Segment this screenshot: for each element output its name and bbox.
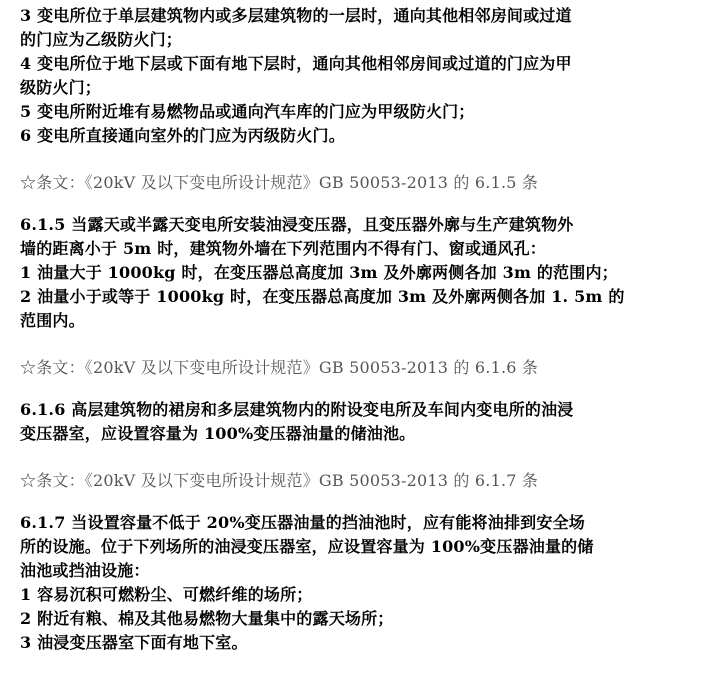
- text-line: 范围内。: [20, 311, 85, 330]
- clause-reference-6-1-5: ☆条文：《20kV 及以下变电所设计规范》GB 50053-2013 的 6.1.5 条: [20, 173, 539, 192]
- text-line: 油池或挡油设施：: [20, 561, 150, 580]
- clause-reference-6-1-7: ☆条文：《20kV 及以下变电所设计规范》GB 50053-2013 的 6.1.7 条: [20, 471, 539, 490]
- clause-reference-6-1-6: ☆条文：《20kV 及以下变电所设计规范》GB 50053-2013 的 6.1.6 条: [20, 358, 539, 377]
- text-line: 4 变电所位于地下层或下面有地下层时，通向其他相邻房间或过道的门应为甲: [20, 54, 572, 73]
- document-body: [20, 4, 700, 655]
- text-line: 2 油量小于或等于 1000kg 时，在变压器总高度加 3m 及外廓两侧各加 1. 5m 的: [20, 287, 625, 306]
- text-line: 墙的距离小于 5m 时，建筑物外墙在下列范围内不得有门、窗或通风孔：: [20, 239, 547, 258]
- text-line: 5 变电所附近堆有易燃物品或通向汽车库的门应为甲级防火门；: [20, 102, 475, 121]
- text-line: 3 油浸变压器室下面有地下室。: [20, 633, 248, 652]
- text-line: 变压器室，应设置容量为 100%变压器油量的储油池。: [20, 424, 416, 443]
- paragraph-clause-6-1-6: [20, 398, 700, 446]
- text-line: 3 变电所位于单层建筑物内或多层建筑物的一层时，通向其他相邻房间或过道: [20, 6, 572, 25]
- text-line: 所的设施。位于下列场所的油浸变压器室，应设置容量为 100%变压器油量的储: [20, 537, 594, 556]
- paragraph-clause-6-1-7: [20, 511, 700, 655]
- text-line: 1 油量大于 1000kg 时，在变压器总高度加 3m 及外廓两侧各加 3m 的范围内；: [20, 263, 618, 282]
- text-line: 6.1.5 当露天或半露天变电所安装油浸变压器，且变压器外廓与生产建筑物外: [20, 215, 574, 234]
- text-line: 级防火门；: [20, 78, 102, 97]
- text-line: 6.1.7 当设置容量不低于 20%变压器油量的挡油池时，应有能将油排到安全场: [20, 513, 585, 532]
- paragraph-clause-6-1-5: [20, 213, 700, 333]
- text-line: 2 附近有粮、棉及其他易燃物大量集中的露天场所；: [20, 609, 394, 628]
- text-line: 1 容易沉积可燃粉尘、可燃纤维的场所；: [20, 585, 313, 604]
- paragraph-door-requirements: [20, 4, 700, 148]
- text-line: 6 变电所直接通向室外的门应为丙级防火门。: [20, 126, 345, 145]
- text-line: 6.1.6 高层建筑物的裙房和多层建筑物内的附设变电所及车间内变电所的油浸: [20, 400, 574, 419]
- text-line: 的门应为乙级防火门；: [20, 30, 183, 49]
